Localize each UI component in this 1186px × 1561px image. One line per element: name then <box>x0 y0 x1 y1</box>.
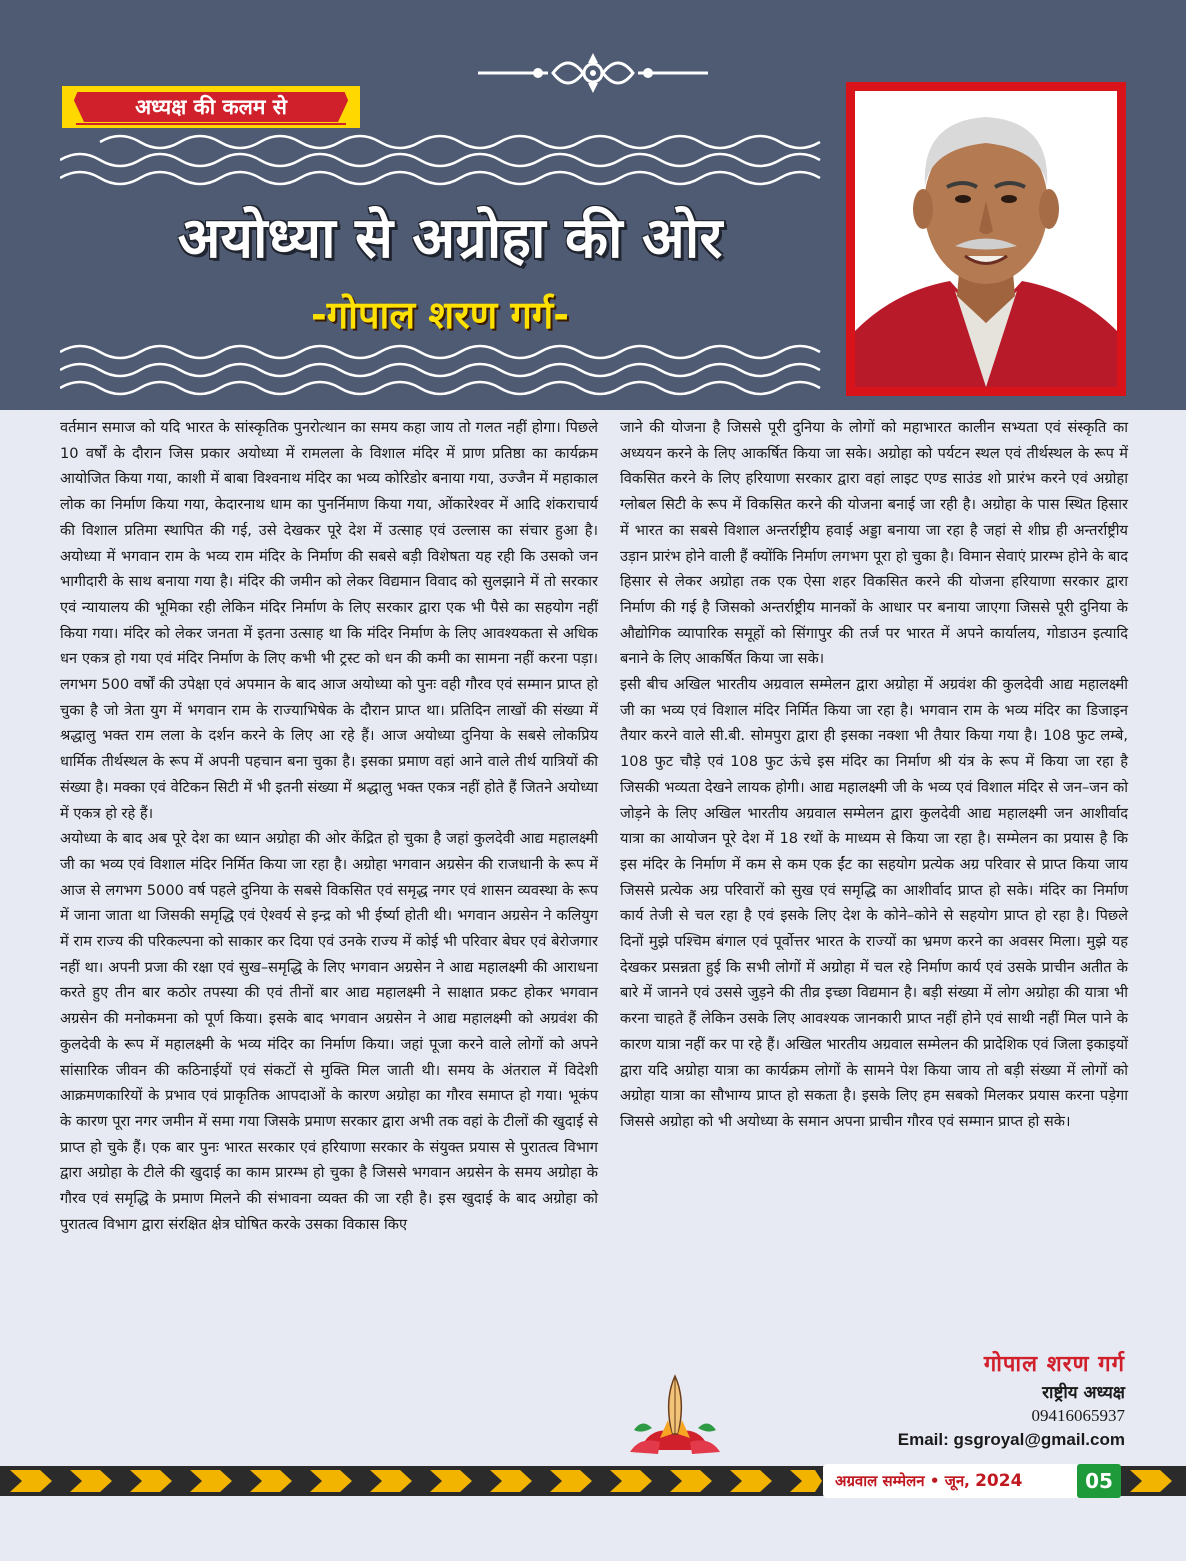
author-photo-frame <box>846 82 1126 396</box>
signature-phone: 09416065937 <box>1031 1406 1125 1425</box>
footer-separator: • <box>929 1472 940 1490</box>
footer-magazine-name: अग्रवाल सम्मेलन <box>835 1472 925 1490</box>
decorative-waves-top <box>60 128 850 198</box>
section-kicker <box>62 86 360 134</box>
page-footer <box>0 1460 1186 1520</box>
decorative-waves-bottom <box>60 340 850 400</box>
kicker-label: अध्यक्ष की कलम से <box>135 95 287 119</box>
signature-name: गोपाल शरण गर्ग <box>983 1352 1125 1377</box>
article-byline: -गोपाल शरण गर्ग- <box>310 293 570 337</box>
signature-role: राष्ट्रीय अध्यक्ष <box>1042 1383 1125 1403</box>
paragraph: अयोध्या के बाद अब पूरे देश का ध्यान अग्रोहा की ओर केंद्रित हो चुका है जहां कुलदेवी आद्य महालक्ष्मी जी का भव्य एवं विशाल मंदिर निर्मित किया जा रहा है। अग्रोहा भगवान अग्रसेन की राजधानी के रूप में आज से लगभग 5000 वर्ष पहले दुनिया के सबसे विकसित एवं समृद्ध नगर एवं शासन व्यवस्था के रूप में जाना जाता था जिसकी समृद्धि एवं ऐश्वर्य से इन्द्र को भी ईर्ष्या होती थी। भगवान अग्रसेन ने कलियुग में राम राज्य की परिकल्पना को साकार कर दिया एवं उनके राज्य में कोई भी परिवार बेघर एवं बेरोजगार नहीं था। अपनी प्रजा की रक्षा एवं सुख–समृद्धि के लिए भगवान अग्रसेन ने आद्य महालक्ष्मी की आराधना करते हुए तीन बार कठोर तपस्या की एवं तीनों बार आद्य महालक्ष्मी ने साक्षात प्रकट होकर भगवान अग्रसेन की मनोकमना को पूर्ण किया। इसके बाद भगवान अग्रसेन ने आद्य महालक्ष्मी को अग्रवंश की कुलदेवी के रूप में महालक्ष्मी के भव्य मंदिर का निर्माण किया। जहां पूजा करने वाले लोगों को अपने सांसारिक जीवन की कठिनाईयों एवं संकटों से मुक्ति मिल जाती थी। समय के अंतराल में विदेशी आक्रमणकारियों के प्रभाव एवं प्राकृतिक आपदाओं के कारण अग्रोहा का गौरव समाप्त हो गया। भूकंप के कारण पूरा नगर जमीन में समा गया जिसके प्रमाण सरकार द्वारा अभी तक वहां के टीलों की खुदाई से प्राप्त हो चुके हैं। एक बार पुनः भारत सरकार एवं हरियाणा सरकार के संयुक्त प्रयास से पुरातत्व विभाग द्वारा अग्रोहा के टीले की खुदाई का काम प्रारम्भ हो चुका है जिससे भगवान अग्रसेन के समय अग्रोहा के गौरव एवं समृद्धि के प्रमाण मिलने की संभावना व्यक्त की जा रही है। इस खुदाई के बाद अग्रोहा को पुरातत्व विभाग द्वारा संरक्षित क्षेत्र घोषित करके उसका विकास किए <box>60 830 598 1233</box>
header-scallop-edge <box>0 400 1186 414</box>
page-number: 05 <box>1077 1464 1121 1498</box>
paragraph: वर्तमान समाज को यदि भारत के सांस्कृतिक पुनरोत्थान का समय कहा जाय तो गलत नहीं होगा। पिछले 10 वर्षों के दौरान जिस प्रकार अयोध्या में रामलला के विशाल मंदिर में प्राण प्रतिष्ठा का कार्यक्रम आयोजित किया गया, काशी में बाबा विश्वनाथ मंदिर का भव्य कोरिडोर बनाया गया, उज्जैन में महाकाल लोक का निर्माण किया गया, केदारनाथ धाम का पुनर्निमाण किया गया, ओंकारेश्वर में आदि शंकराचार्य की विशाल प्रतिमा स्थापित की गई, उसे देखकर पूरे देश में उत्साह एवं उल्लास का संचार हुआ है। अयोध्या में भगवान राम के भव्य राम मंदिर के निर्माण की सबसे बड़ी विशेषता यह रही कि उसको जन भागीदारी के साथ बनाया गया है। मंदिर की जमीन को लेकर विद्यमान विवाद को सुलझाने में तो सरकार एवं न्यायालय की भूमिका रही लेकिन मंदिर निर्माण के लिए सरकार द्वारा एक भी पैसे का सहयोग नहीं किया गया। मंदिर को लेकर जनता में इतना उत्साह था कि मंदिर निर्माण के लिए आवश्यकता से अधिक धन एकत्र हो गया एवं मंदिर निर्माण के लिए कभी भी ट्रस्ट को धन की कमी का सामना नहीं करना पड़ा। लगभग 500 वर्षों की उपेक्षा एवं अपमान के बाद आज अयोध्या को पुनः वही गौरव एवं सम्मान प्राप्त हो चुका है जो त्रेता युग में भगवान राम के राज्याभिषेक के दौरान प्राप्त था। प्रतिदिन लाखों की संख्या में श्रद्धालु भक्त राम लला के दर्शन करने के लिए आ रहे हैं। आज अयोध्या दुनिया के सबसे लोकप्रिय धार्मिक तीर्थस्थल के रूप में अपनी पहचान बना चुका है। इसका प्रमाण वहां आने वाले तीर्थ यात्रियों की संख्या है। मक्का एवं वेटिकन सिटी में भी इतनी संख्या में श्रद्धालु भक्त एकत्र नहीं होते हैं जितने अयोध्या में एकत्र हो रहे हैं। <box>60 419 598 822</box>
article-column-left <box>60 415 598 1238</box>
namaste-hands-lotus-icon <box>620 1370 730 1460</box>
paragraph: जाने की योजना है जिससे पूरी दुनिया के लोगों को महाभारत कालीन सभ्यता एवं संस्कृति का अध्ययन करने के लिए आकर्षित किया जा सके। अग्रोहा को पर्यटन स्थल एवं तीर्थस्थल के रूप में विकसित करने के लिए हरियाणा सरकार द्वारा वहां लाइट एण्ड साउंड शो प्रारंभ करने एवं अग्रोहा ग्लोबल सिटी के रूप में विकसित करने की योजना बनाई जा रही है। अग्रोहा के पास स्थित हिसार में भारत का सबसे विशाल अन्तर्राष्ट्रीय हवाई अड्डा बनाया जा रहा है जहां से शीघ्र ही अन्तर्राष्ट्रीय उड़ान प्रारंभ होने वाली हैं क्योंकि निर्माण लगभग पूरा हो चुका है। विमान सेवाएं प्रारम्भ होने के बाद हिसार से लेकर अग्रोहा तक एक ऐसा शहर विकसित करने की योजना हरियाणा सरकार द्वारा निर्माण की गई है जिसको अन्तर्राष्ट्रीय मानकों के आधार पर बनाया जाएगा जिससे पूरी दुनिया के औद्योगिक व्यापारिक समूहों को सिंगापुर की तर्ज पर भारत में अपने कार्यालय, गोडाउन इत्यादि बनाने के लिए आकर्षित किया जा सके। <box>620 419 1128 668</box>
footer-year: 2024 <box>975 1471 1023 1491</box>
signature-email: Email: gsgroyal@gmail.com <box>897 1430 1125 1449</box>
paragraph: इसी बीच अखिल भारतीय अग्रवाल सम्मेलन द्वारा अग्रोहा में अग्रवंश की कुलदेवी आद्य महालक्ष्मी जी का भव्य एवं विशाल मंदिर निर्मित किया जा रहा है। भगवान राम के भव्य मंदिर का डिजाइन तैयार करने वाले सी.बी. सोमपुरा द्वारा ही इसका नक्शा भी तैयार किया गया है। 108 फुट लम्बे, 108 फुट चौड़े एवं 108 फुट ऊंचे इस मंदिर का निर्माण श्री यंत्र के रूप में किया जा रहा है जिसकी भव्यता देखने लायक होगी। आद्य महालक्ष्मी जी के भव्य एवं विशाल मंदिर से जन–जन को जोड़ने के लिए अखिल भारतीय अग्रवाल सम्मेलन द्वारा कुलदेवी आद्य महालक्ष्मी जन आशीर्वाद यात्रा का आयोजन पूरे देश में 18 रथों के माध्यम से किया जा रहा है। सम्मेलन का प्रयास है कि इस मंदिर के निर्माण में कम से कम एक ईंट का सहयोग प्रत्येक अग्र परिवार से प्राप्त किया जाय जिससे प्रत्येक अग्र परिवारों को सुख एवं समृद्धि का आशीर्वाद प्राप्त हो सके। मंदिर का निर्माण कार्य तेजी से चल रहा है एवं इसके लिए देश के कोने–कोने से सहयोग प्राप्त हो रहा है। पिछले दिनों मुझे पश्चिम बंगाल एवं पूर्वोत्तर भारत के राज्यों का भ्रमण करने का अवसर मिला। मुझे यह देखकर प्रसन्नता हुई कि सभी लोगों में अग्रोहा में चल रहे निर्माण कार्य एवं उसके प्राचीन अतीत के बारे में जानने एवं उससे जुड़ने की तीव्र इच्छा विद्यमान है। बड़ी संख्या में लोग अग्रोहा की यात्रा भी करना चाहते हैं लेकिन उसके लिए आवश्यक जानकारी प्राप्त नहीं होने एवं साथी नहीं मिल पाने के कारण यात्रा नहीं कर पा रहे हैं। अखिल भारतीय अग्रवाल सम्मेलन की प्रादेशिक एवं जिला इकाइयों द्वारा यदि अग्रोहा यात्रा का कार्यक्रम लोगों के सामने पेश किया जाय तो बड़ी संख्या में लोगों को अग्रोहा यात्रा का सौभाग्य प्राप्त हो सकता है। इसके लिए हम सबको मिलकर प्रयास करना पड़ेगा जिससे अग्रोहा को भी अयोध्या के समान अपना प्राचीन गौरव एवं सम्मान प्राप्त हो सके। <box>620 676 1128 1130</box>
author-portrait <box>855 91 1117 387</box>
footer-month: जून, <box>944 1472 970 1490</box>
footer-magazine-label <box>823 1464 1078 1498</box>
header-banner <box>0 0 1186 410</box>
article-column-right <box>620 415 1128 1135</box>
floral-ornament-icon <box>478 48 708 98</box>
article-title: अयोध्या से अग्रोहा की ओर <box>177 205 723 271</box>
author-portrait-illustration <box>855 91 1117 387</box>
